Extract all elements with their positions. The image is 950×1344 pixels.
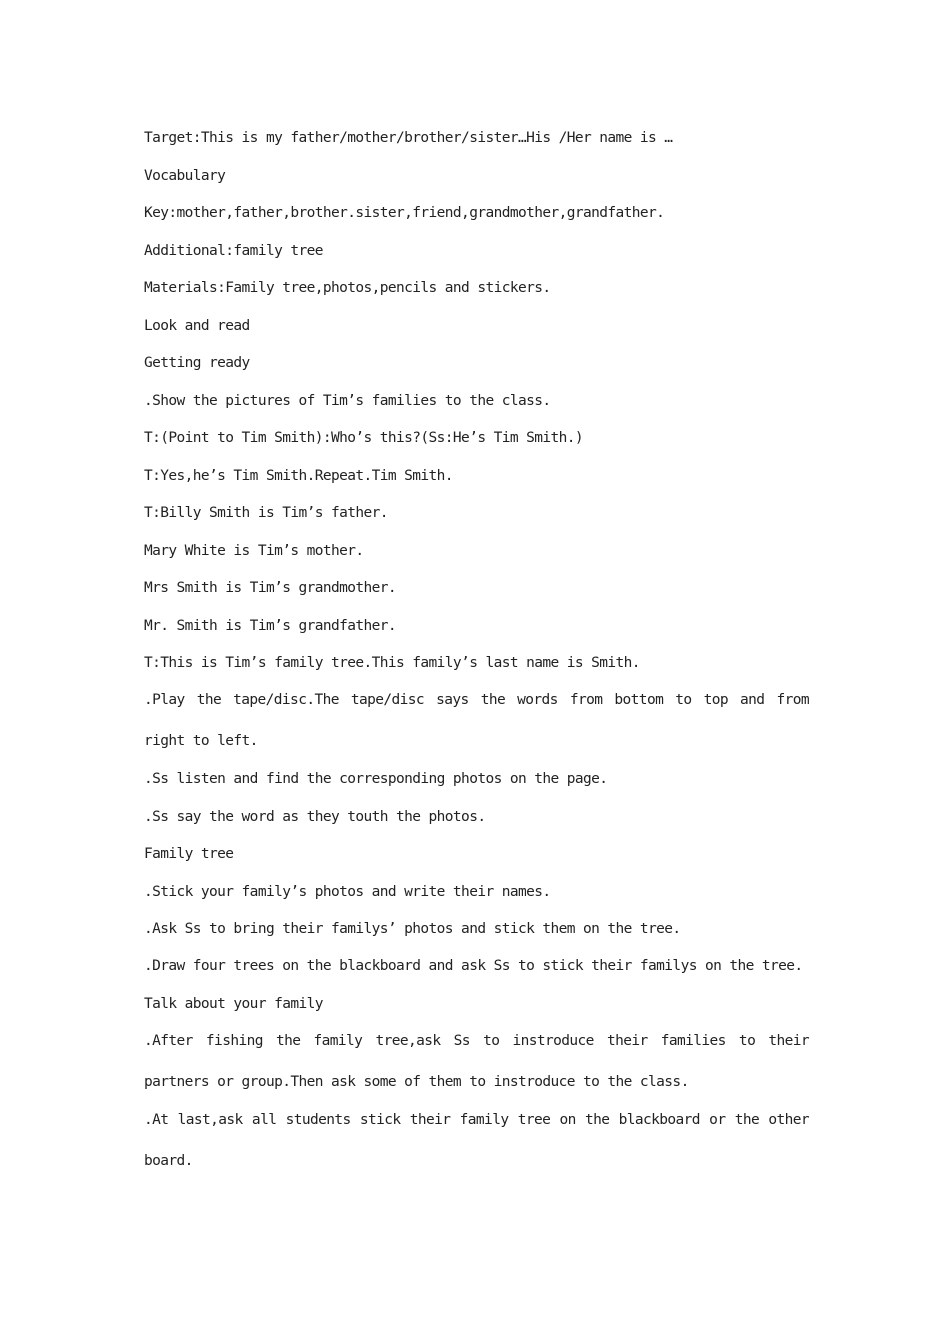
step-say-word: .Ss say the word as they touth the photos. [144,808,486,825]
step-introduce-families: .After fishing the family tree,ask Ss to instroduce their families to their partners or group.Then ask some of them to instroduce to the class. [144,1033,809,1090]
look-and-read-heading: Look and read [144,317,250,334]
key-vocabulary-line: Key:mother,father,brother.sister,friend,grandmother,grandfather. [144,205,665,221]
dialogue-line: Mrs Smith is Tim’s grandmother. [144,580,397,596]
dialogue-line: T:Yes,he’s Tim Smith.Repeat.Tim Smith. [144,467,453,484]
materials-line: Materials:Family tree,photos,pencils and stickers. [144,280,551,296]
document-body [144,124,809,1185]
dialogue-line: Mary White is Tim’s mother. [144,542,364,559]
step-stick-family-tree: .At last,ask all students stick their family tree on the blackboard or the other board. [144,1111,809,1169]
step-listen-and-find: .Ss listen and find the corresponding photos on the page. [144,771,608,787]
step-play-tape: .Play the tape/disc.The tape/disc says the words from bottom to top and from right to left. [144,692,809,749]
dialogue-line: T:Billy Smith is Tim’s father. [144,505,388,521]
step-show-pictures: .Show the pictures of Tim’s families to the class. [144,392,551,409]
additional-vocabulary-line: Additional:family tree [144,242,323,259]
step-stick-photos: .Stick your family’s photos and write their names. [144,883,551,900]
target-line: Target:This is my father/mother/brother/sister…His /Her name is … [144,130,673,146]
talk-about-family-heading: Talk about your family [144,996,323,1012]
step-draw-trees: .Draw four trees on the blackboard and ask Ss to stick their familys on the tree. [144,958,803,974]
family-tree-heading: Family tree [144,846,234,862]
getting-ready-heading: Getting ready [144,355,250,371]
dialogue-line: T:(Point to Tim Smith):Who’s this?(Ss:He’s Tim Smith.) [144,430,584,446]
dialogue-line: Mr. Smith is Tim’s grandfather. [144,617,397,634]
dialogue-line: T:This is Tim’s family tree.This family’s last name is Smith. [144,655,640,671]
vocabulary-heading: Vocabulary [144,167,226,184]
step-bring-photos: .Ask Ss to bring their familys’ photos and stick them on the tree. [144,921,681,937]
